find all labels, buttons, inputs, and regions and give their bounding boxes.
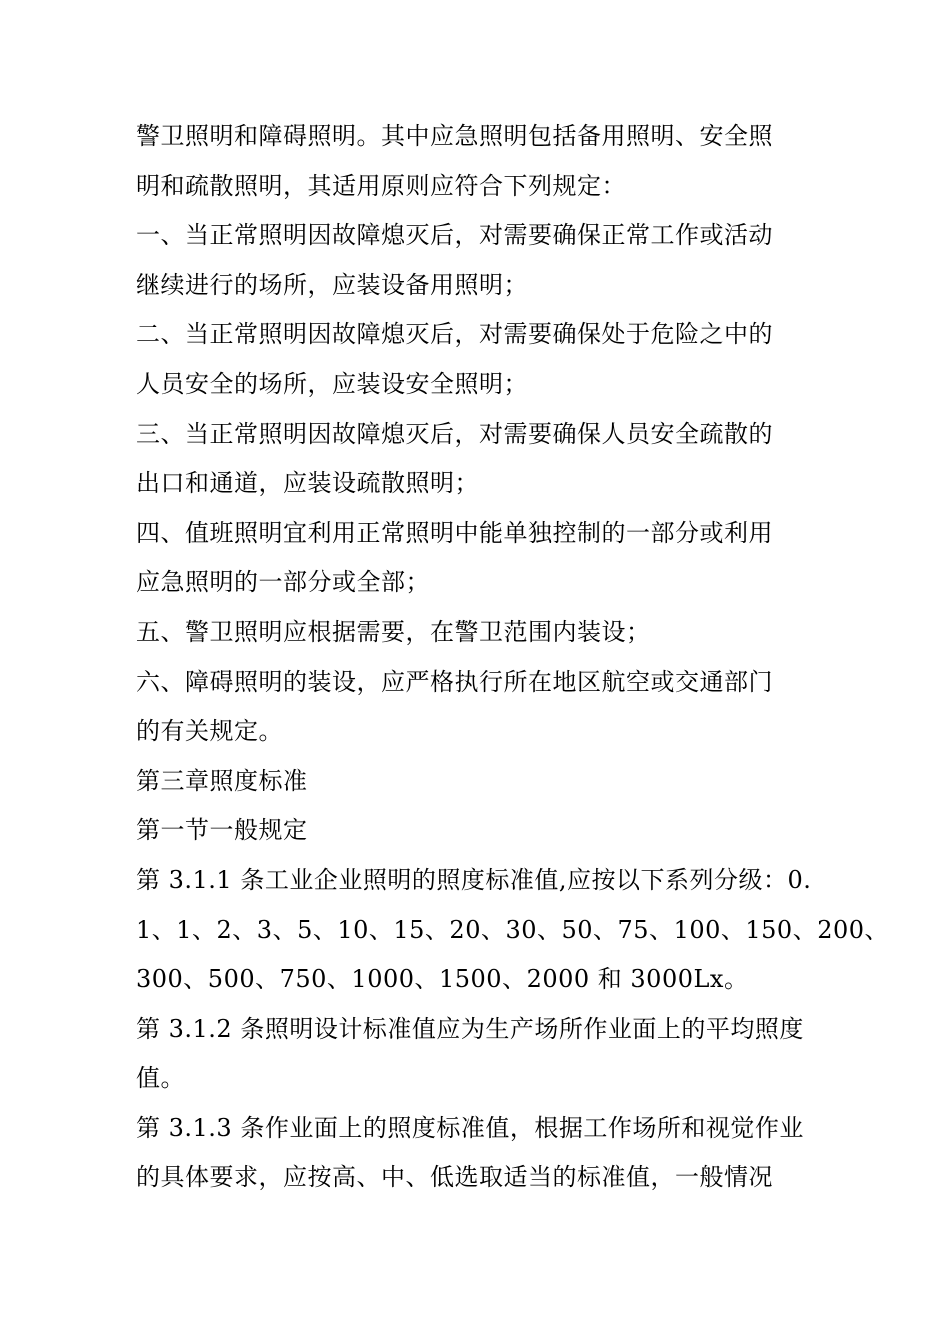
text-line: 警卫照明和障碍照明。其中应急照明包括备用照明、安全照 [136,122,773,150]
text-line: 应急照明的一部分或全部； [136,568,430,597]
text-line: 第 3.1.2 条照明设计标准值应为生产场所作业面上的平均照度 [136,1014,804,1043]
text-line: 四、值班照明宜利用正常照明中能单独控制的一部分或利用 [136,518,773,547]
text-line: 一、当正常照明因故障熄灭后，对需要确保正常工作或活动 [136,221,773,250]
text-line: 的有关规定。 [136,717,283,746]
chapter-heading: 第三章照度标准 [136,766,308,795]
text-line: 二、当正常照明因故障熄灭后，对需要确保处于危险之中的 [136,320,773,349]
text-line: 六、障碍照明的装设，应严格执行所在地区航空或交通部门 [136,667,773,696]
text-line: 出口和通道，应装设疏散照明； [136,469,479,498]
text-line: 五、警卫照明应根据需要，在警卫范围内装设； [136,617,651,646]
text-line: 明和疏散照明，其适用原则应符合下列规定： [136,171,626,200]
text-line: 三、当正常照明因故障熄灭后，对需要确保人员安全疏散的 [136,419,773,448]
text-line: 人员安全的场所，应装设安全照明； [136,369,528,398]
text-line: 第 3.1.3 条作业面上的照度标准值，根据工作场所和视觉作业 [136,1113,804,1142]
text-line: 1、1、2、3、5、10、15、20、30、50、75、100、150、200、 [136,915,890,944]
text-line: 的具体要求，应按高、中、低选取适当的标准值，一般情况 [136,1163,773,1192]
text-line: 300、500、750、1000、1500、2000 和 3000Lx。 [136,965,749,994]
section-heading: 第一节一般规定 [136,816,308,845]
text-line: 继续进行的场所，应装设备用照明； [136,270,528,299]
text-line: 值。 [136,1064,185,1093]
text-line: 第 3.1.1 条工业企业照明的照度标准值,应按以下系列分级：0. [136,865,812,894]
document-body [136,112,890,1203]
